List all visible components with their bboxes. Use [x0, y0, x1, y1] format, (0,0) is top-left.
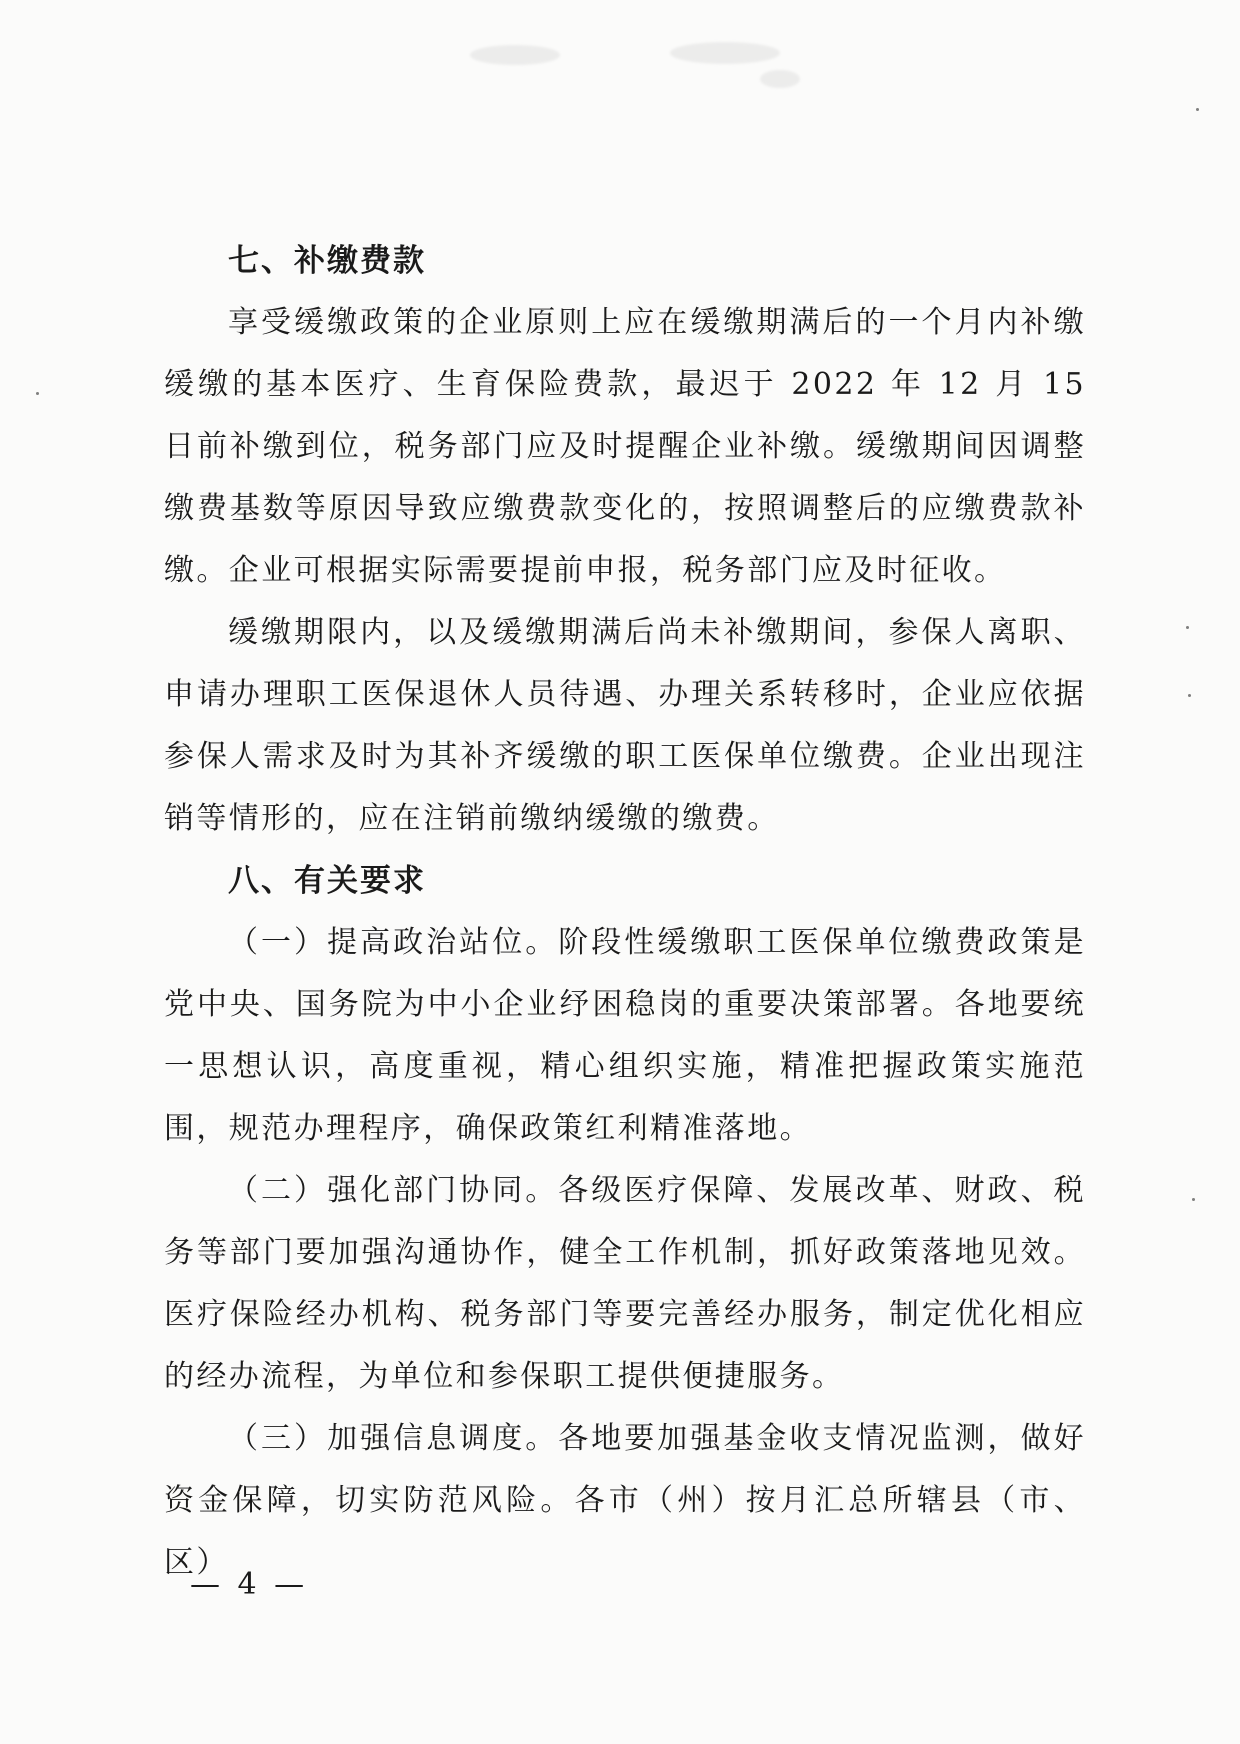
section-heading-8: 八、有关要求	[228, 863, 426, 899]
scan-speck	[36, 392, 39, 395]
section-7-paragraph-2: 缓缴期限内，以及缓缴期满后尚未补缴期间，参保人离职、申请办理职工医保退休人员待遇、办理关系转移时，企业应依据参保人需求及时为其补齐缓缴的职工医保单位缴费。企业出现注销等情形的，应在注销前缴纳缓缴的缴费。	[164, 615, 1086, 836]
section-8-item-1: （一）提高政治站位。阶段性缓缴职工医保单位缴费政策是党中央、国务院为中小企业纾困稳岗的重要决策部署。各地要统一思想认识，高度重视，精心组织实施，精准把握政策实施范围，规范办理程序，确保政策红利精准落地。	[164, 925, 1086, 1146]
section-8-item-2: （二）强化部门协同。各级医疗保障、发展改革、财政、税务等部门要加强沟通协作，健全工作机制，抓好政策落地见效。医疗保险经办机构、税务部门等要完善经办服务，制定优化相应的经办流程，为单位和参保职工提供便捷服务。	[164, 1173, 1086, 1394]
scan-smudge	[760, 70, 800, 88]
document-body	[164, 230, 1086, 1594]
section-8-item-3: （三）加强信息调度。各地要加强基金收支情况监测，做好资金保障，切实防范风险。各市（州）按月汇总所辖县（市、区）	[164, 1421, 1086, 1580]
section-heading-7: 七、补缴费款	[228, 243, 426, 279]
scan-smudge	[670, 42, 780, 64]
page-number: — 4 —	[190, 1567, 309, 1602]
scan-smudge	[470, 45, 560, 65]
section-7-paragraph-1: 享受缓缴政策的企业原则上应在缓缴期满后的一个月内补缴缓缴的基本医疗、生育保险费款，最迟于 2022 年 12 月 15 日前补缴到位，税务部门应及时提醒企业补缴。缓缴期间因调整缴费基数等原因导致应缴费款变化的，按照调整后的应缴费款补缴。企业可根据实际需要提前申报，税务部门应及时征收。	[164, 305, 1086, 588]
scan-speck	[1186, 626, 1189, 629]
scan-speck	[1188, 694, 1191, 697]
scan-speck	[1196, 108, 1199, 111]
scan-speck	[1192, 1198, 1195, 1201]
